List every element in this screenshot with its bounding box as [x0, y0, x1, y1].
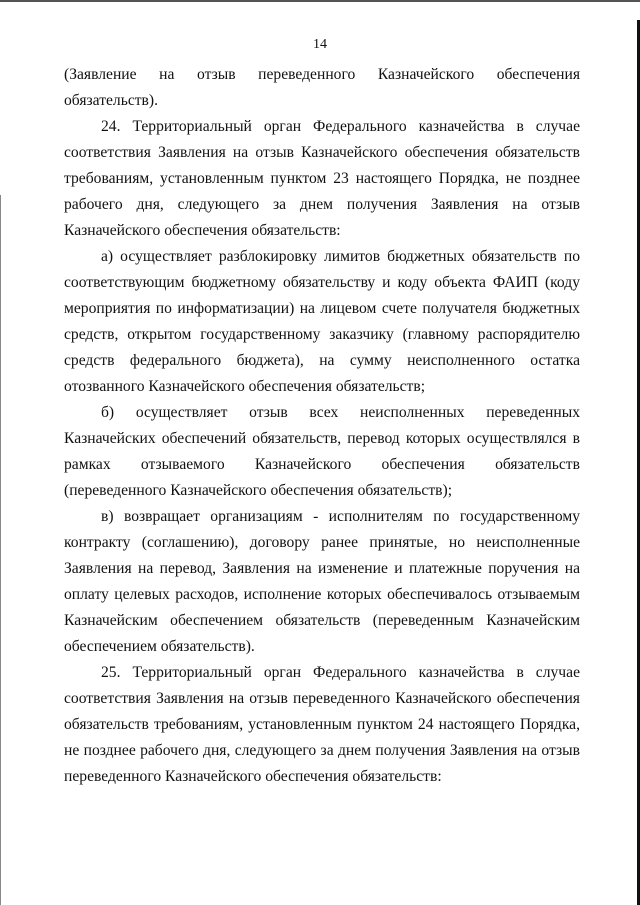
scan-top-edge [0, 0, 640, 2]
paragraph-continuation: (Заявление на отзыв переведенного Казначейского обеспечения обязательств). [64, 66, 580, 109]
document-body [64, 62, 580, 790]
paragraph-24: 24. Территориальный орган Федерального казначейства в случае соответствия Заявления на отзыв Казначейского обеспечения обязательств требованиям, установленным пунктом 23 настоящего Порядка, не позднее рабочего дня, следующего за днем получения Заявления на отзыв Казначейского обеспечения обязательств: [64, 118, 580, 239]
paragraph-24-b: б) осуществляет отзыв всех неисполненных переведенных Казначейских обеспечений обязательств, перевод которых осуществлялся в рамках отзываемого Казначейского обеспечения обязательств (переведенного Казначейского обеспечения обязательств); [64, 404, 580, 499]
paragraph-24-v: в) возвращает организациям - исполнителям по государственному контракту (соглашению), договору ранее принятые, но неисполненные Заявления на перевод, Заявления на изменение и платежные поручения на оплату целевых расходов, исполнение которых обеспечивалось отзываемым Казначейским обеспечением обязательств (переведенным Казначейским обеспечением обязательств). [64, 508, 580, 655]
paragraph-25: 25. Территориальный орган Федерального казначейства в случае соответствия Заявления на отзыв переведенного Казначейского обеспечения обязательств требованиям, установленным пунктом 24 настоящего Порядка, не позднее рабочего дня, следующего за днем получения Заявления на отзыв переведенного Казначейского обеспечения обязательств: [64, 664, 580, 785]
page-number: 14 [313, 37, 327, 52]
paragraph-24-a: а) осуществляет разблокировку лимитов бюджетных обязательств по соответствующим бюджетному обязательству и коду объекта ФАИП (коду мероприятия по информатизации) на лицевом счете получателя бюджетных средств, открытом государственному заказчику (главному распорядителю средств федерального бюджета), на сумму неисполненного остатка отозванного Казначейского обеспечения обязательств; [64, 248, 580, 395]
scan-left-edge [0, 195, 1, 905]
